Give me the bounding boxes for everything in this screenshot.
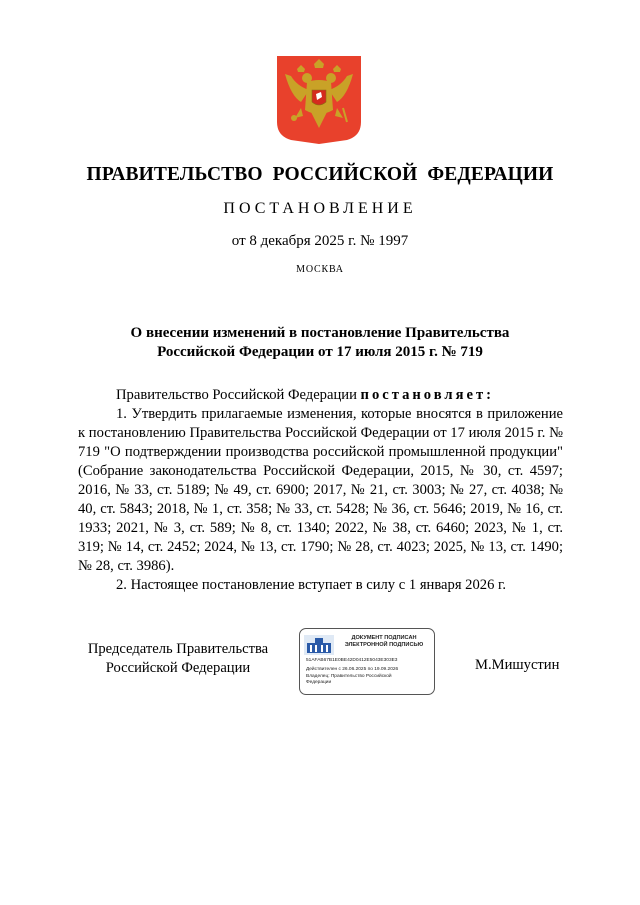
- signer-name: М.Мишустин: [475, 657, 560, 673]
- stamp-title-line-1: ДОКУМЕНТ ПОДПИСАН: [351, 635, 417, 641]
- document-body: [78, 386, 563, 595]
- stamp-validity: Действителен с 26.06.2025 по 19.09.2026: [306, 667, 399, 672]
- stamp-owner-line-2: Федерации: [306, 680, 332, 685]
- subject-line-2: Российской Федерации от 17 июля 2015 г. № 719: [157, 344, 483, 360]
- signer-position-line-1: Председатель Правительства: [87, 641, 269, 657]
- signer-position-line-2: Российской Федерации: [105, 660, 251, 676]
- stamp-certificate: 51AFAB67B1E0BE42D0412E5043E303E3: [306, 658, 398, 663]
- coat-of-arms-emblem: [277, 56, 361, 144]
- stamp-owner-line-1: Владелец: Правительство Российской: [306, 674, 392, 679]
- subject-line-1: О внесении изменений в постановление Правительства: [130, 325, 510, 341]
- item-1: 1. Утвердить прилагаемые изменения, которые вносятся в приложение к постановлению Правительства Российской Федерации от 17 июля 2015 г. № 719 "О подтверждении производства российской промышленной продукции" (Собрание законодательства Российской Федерации, 2015, № 30, ст. 4597; 2016, № 33, ст. 5189; № 49, ст. 6900; 2017, № 21, ст. 3003; № 27, ст. 4038; № 40, ст. 5843; 2018, № 1, ст. 358; № 33, ст. 5428; № 36, ст. 5646; 2019, № 16, ст. 1933; 2021, № 3, ст. 589; № 8, ст. 1340; 2022, № 38, ст. 6460; 2023, № 1, ст. 319; № 14, ст. 2452; 2024, № 13, ст. 1790; № 28, ст. 4023; 2025, № 13, ст. 1490; № 28, ст. 3986).: [78, 406, 563, 574]
- government-title: ПРАВИТЕЛЬСТВО РОССИЙСКОЙ ФЕДЕРАЦИИ: [86, 164, 554, 185]
- document-date-number: от 8 декабря 2025 г. № 1997: [231, 233, 409, 249]
- russian-coat-of-arms-icon: [277, 56, 361, 144]
- preamble-action: постановляет:: [360, 387, 494, 403]
- signer-position: [78, 640, 278, 678]
- preamble: [78, 386, 563, 405]
- document-subject: [100, 324, 540, 362]
- document-city: МОСКВА: [296, 264, 344, 275]
- state-seal-icon: [304, 635, 334, 655]
- item-2: 2. Настоящее постановление вступает в силу с 1 января 2026 г.: [116, 577, 506, 593]
- stamp-title-line-2: ЭЛЕКТРОННОЙ ПОДПИСЬЮ: [344, 642, 424, 648]
- preamble-text: Правительство Российской Федерации: [116, 387, 361, 403]
- electronic-signature-stamp: [299, 628, 435, 695]
- document-type: ПОСТАНОВЛЕНИЕ: [223, 200, 417, 217]
- stamp-title: [336, 635, 432, 649]
